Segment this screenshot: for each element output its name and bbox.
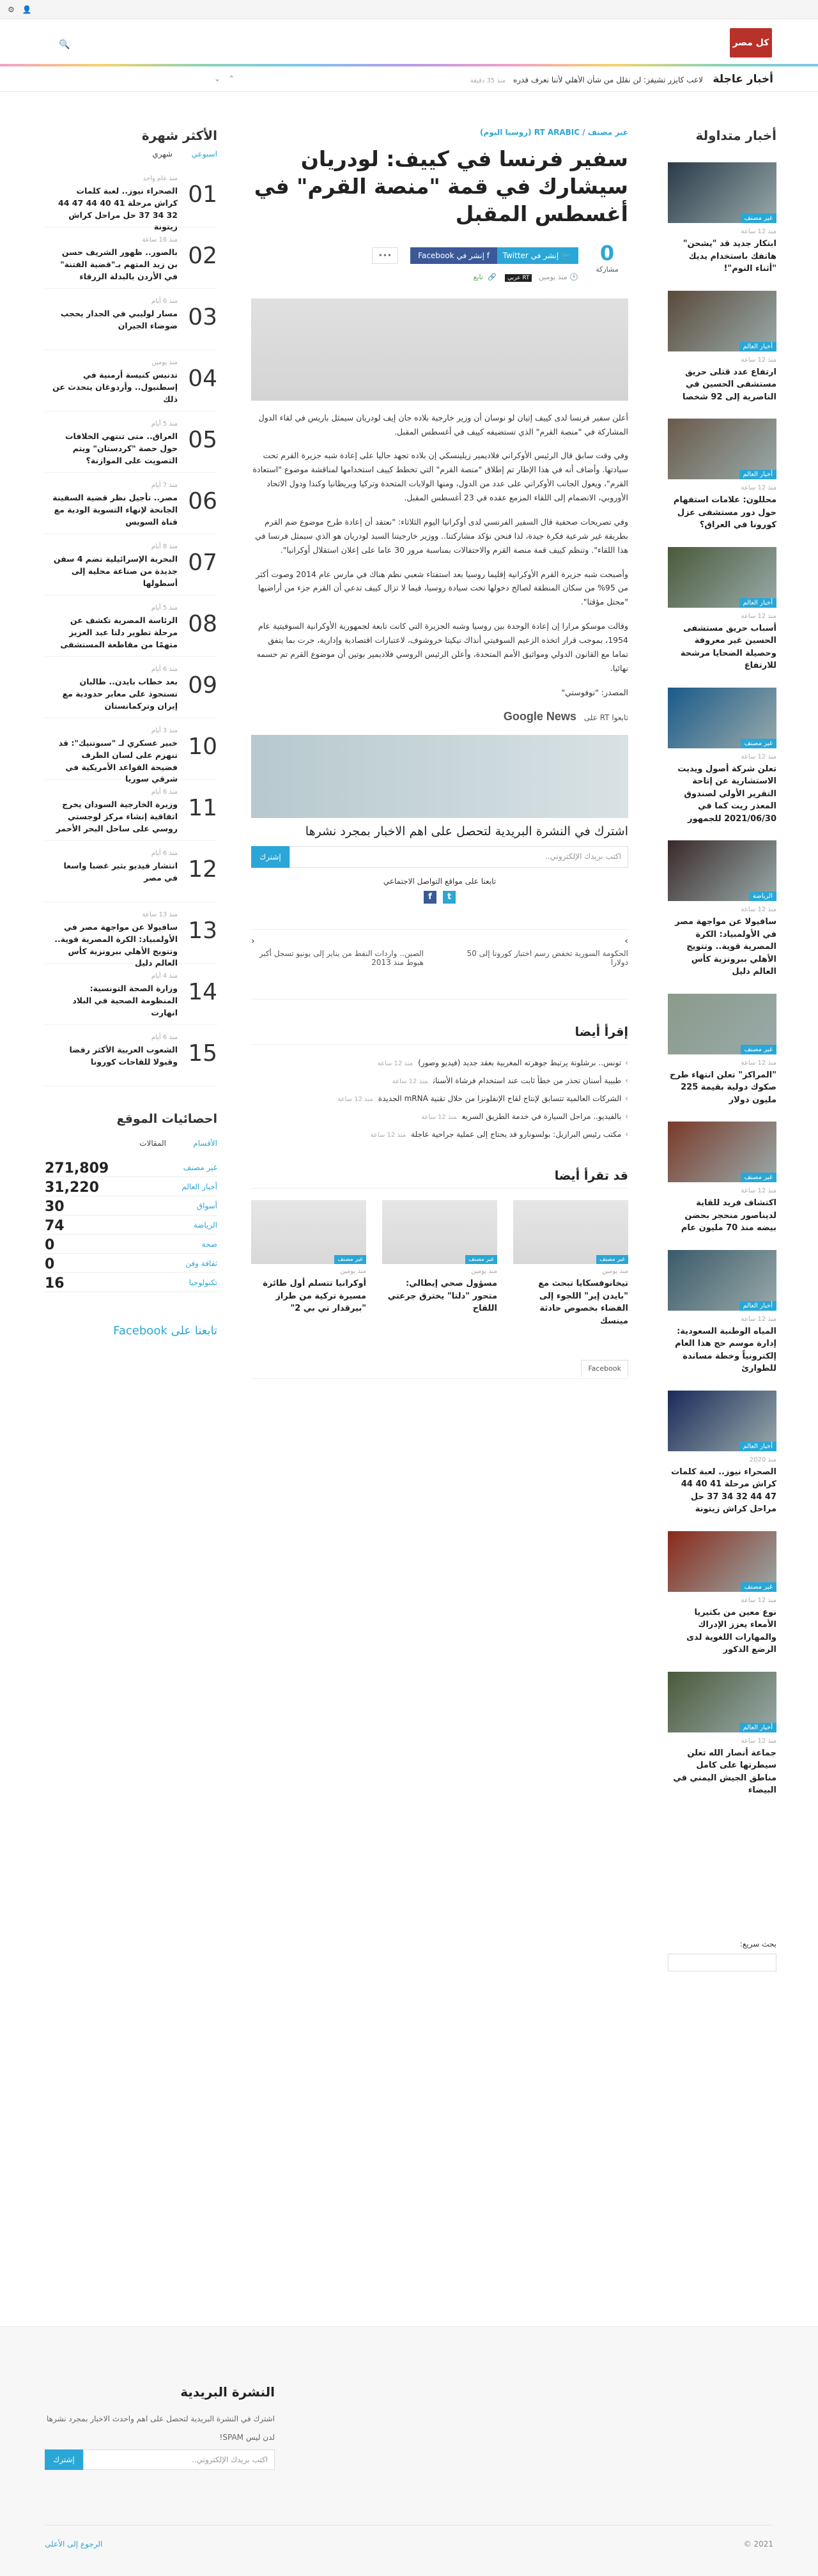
article-paragraph: المصدر: "نوفوستي"	[561, 687, 628, 697]
chevron-up-icon[interactable]: ⌃	[228, 74, 243, 83]
category-tag[interactable]: الرياضة	[749, 891, 776, 901]
popular-title[interactable]: الصحراء نيوز.. لعبة كلمات كراش مرحلة 41 40 44 47 44 32 34 37 حل مراحل كراش زيتونة	[58, 186, 178, 232]
footer-email-input[interactable]: اكتب بريدك الإلكتروني..	[83, 2449, 275, 2470]
popular-date: منذ 6 أيام	[151, 850, 178, 857]
trending-title: أخبار متداولة	[695, 128, 776, 143]
read-also-time: منذ 12 ساعة	[370, 1132, 406, 1139]
trending-title[interactable]: اكتشاف فريد للقاية لديناصور منحجر بحضن بيضه منذ 70 مليون عام	[681, 1198, 776, 1233]
share-twitter-label: إنشر في Twitter	[502, 251, 559, 260]
popular-item[interactable]	[45, 663, 217, 718]
link-icon[interactable]: 🔗	[487, 272, 497, 281]
chevron-left-icon: ›	[625, 1112, 628, 1122]
breaking-time: منذ 35 دقيقة	[470, 77, 506, 84]
tab-weekly[interactable]: اسبوعي	[191, 150, 217, 158]
category-tag[interactable]: أخبار العالم	[739, 1442, 776, 1451]
popular-date: منذ 6 أيام	[151, 298, 178, 305]
top-bar-icons	[8, 5, 32, 14]
trending-date: منذ 2020	[749, 1456, 776, 1463]
trending-item[interactable]	[668, 1391, 776, 1516]
popular-item[interactable]	[45, 234, 217, 289]
twitter-icon: 🐦	[559, 251, 571, 260]
stats-row	[45, 1196, 217, 1215]
related-card-title[interactable]: مسؤول صحي إيطالي: متحور "دلتا" يخترق جرعتي اللقاح	[387, 1279, 497, 1314]
stats-count: 31,220	[45, 1180, 99, 1196]
article-meta	[467, 273, 578, 281]
trending-title[interactable]: ابتكار جديد قد "يشحن" هاتفك باستخدام يديك "أثناء النوم"!	[683, 239, 776, 274]
site-header	[0, 19, 818, 64]
read-also-item[interactable]	[251, 1107, 628, 1125]
trending-thumbnail[interactable]	[668, 1250, 776, 1311]
popular-rank: 01	[188, 181, 217, 208]
article-paragraph: أعلن سفير فرنسا لدى كييف إتيان لو نوسان أن وزير خارجية بلاده جان إيف لودريان سيمثل باريس في لقاء الدول المشاركة في "منصة القرم" الذي تستضيفه كييف في أغسطس المقبل.	[258, 412, 628, 436]
trending-title[interactable]: الصحراء نيوز.. لعبة كلمات كراش مرحلة 41 40 44 47 44 32 34 37 حل مراحل كراش زيتونة	[671, 1467, 776, 1514]
trending-title[interactable]: سافيولا عن مواجهة مصر في الأولمبياد: الكرة المصرية قوية.. وتتويج الأهلي ببرونزية كأس العالم دليل	[675, 917, 776, 976]
popular-title[interactable]: انتشار فيديو يثير غضبا واسعا في مصر	[63, 861, 178, 883]
stats-category[interactable]: تكنولوجيا	[189, 1278, 217, 1287]
trending-thumbnail[interactable]	[668, 994, 776, 1054]
popular-item[interactable]	[45, 786, 217, 841]
related-card-date: منذ يومين	[471, 1268, 497, 1276]
popular-date: منذ 7 أيام	[151, 482, 178, 489]
category-tag[interactable]: غير مصنف	[741, 1045, 776, 1054]
popular-list	[45, 173, 217, 1086]
read-also-text[interactable]: مكتب رئيس البرازيل: بولسونارو قد يحتاج إلى عملية جراحية عاجلة	[411, 1130, 622, 1139]
popular-date: منذ 5 أيام	[151, 605, 178, 612]
copyright: © 2021	[743, 2540, 773, 2549]
stats-category[interactable]: أسواق	[196, 1201, 217, 1210]
footer-no-spam: لدن ليس SPAM!	[219, 2433, 275, 2442]
stats-row	[45, 1215, 217, 1235]
trending-date: منذ 12 ساعة	[741, 484, 776, 491]
share-count-number: 0	[599, 240, 615, 265]
trending-date: منذ 12 ساعة	[741, 612, 776, 620]
popular-rank: 05	[188, 427, 217, 453]
trending-thumbnail[interactable]	[668, 291, 776, 351]
quick-search-label: بحث سريع:	[739, 1940, 776, 1948]
popular-date: منذ 6 أيام	[151, 1034, 178, 1041]
google-news-follow[interactable]	[251, 710, 628, 723]
stats-category[interactable]: ثقافة وفن	[185, 1259, 217, 1268]
trending-date: منذ 12 ساعة	[741, 906, 776, 913]
category-tag[interactable]: غير مصنف	[465, 1255, 497, 1264]
facebook-icon[interactable]: f	[424, 891, 436, 904]
stats-row	[45, 1273, 217, 1292]
category-tag[interactable]: غير مصنف	[741, 213, 776, 223]
share-facebook-label: إنشر في Facebook	[418, 251, 484, 260]
article-time: منذ يومين	[538, 272, 567, 281]
popular-date: منذ 6 أيام	[151, 789, 178, 796]
chevron-down-icon[interactable]: ⌄	[214, 74, 229, 83]
trending-date: منذ 12 ساعة	[741, 1187, 776, 1194]
footer-newsletter	[45, 2384, 275, 2471]
clock-icon: 🕑	[567, 272, 578, 281]
read-also-text[interactable]: طبيبة أسنان تحذر من خطأ ثابت عند استخدام فرشاة الأسنان	[433, 1076, 622, 1085]
tab-monthly[interactable]: شهري	[152, 150, 173, 158]
facebook-icon: f	[484, 251, 490, 260]
trending-title[interactable]: محللون: علامات استفهام حول دور مستشفى عزل كورونا في العراق؟	[673, 495, 776, 530]
stats-count: 0	[45, 1237, 55, 1253]
chevron-left-icon[interactable]: ‹	[251, 936, 255, 946]
trending-item[interactable]	[668, 840, 776, 978]
popular-date: منذ عام واحد	[143, 175, 178, 182]
read-also-item[interactable]	[251, 1072, 628, 1090]
article-paragraph: وفي وقت سابق قال الرئيس الأوكراني فلاديمير زيلينسكي إن بلاده تجهد حاليا على إعادة شبه جزيرة القرم تحت سيادتها. وأضاف أنه في هذا الإطار تم إطلاق "منصة القرم" التي تخطط كييف استخدامها لمناقشة موضوع "استعادة القرم"، ويعول الجانب الأوكراني على عدد من الدول، ومنها الولايات المتحدة وتركيا وبريطانيا وكندا ودول الاتحاد الأوروبي، الانضمام إلى اللقاء المزمع عقده في 23 أغسطس المقبل.	[252, 451, 628, 503]
trending-date: منذ 12 ساعة	[741, 1596, 776, 1604]
breaking-headline[interactable]	[288, 75, 703, 84]
category-tag[interactable]: غير مصنف	[741, 1173, 776, 1182]
footer-subscribe-button[interactable]: إشترك	[45, 2449, 83, 2470]
popular-date: منذ 13 ساعة	[142, 911, 178, 918]
trending-title[interactable]: "المراكز" تعلن انتهاء طرح صكوك دولية بقيمة 225 مليون دولار	[669, 1070, 776, 1105]
trending-date: منذ 12 ساعة	[741, 228, 776, 235]
category-tag[interactable]: غير مصنف	[741, 739, 776, 748]
breaking-headline-text[interactable]: لاعب كايزر تشيفز: لن نقلل من شأن الأهلي لأننا نعرف قدره	[513, 75, 703, 84]
popular-rank: 08	[188, 611, 217, 637]
facebook-widget	[251, 1360, 628, 1379]
read-also-text[interactable]: تونس.. برشلونة يرتبط جوهرته المغربية بعقد جديد (فيديو وصور)	[418, 1058, 622, 1067]
popular-title[interactable]: خبير عسكري لـ "سبوتنيك": قد تنهزم على لسان الطرف فضيحة القواعد الأمريكية في شرقي سوريا	[58, 738, 178, 784]
popular-title[interactable]: الرئاسة المصرية تكشف عن مرحلة تطوير دلتا عبد العزيز متهمًا من مقاطعة المستشفى	[60, 615, 178, 649]
chevron-right-icon[interactable]: ›	[624, 936, 628, 946]
read-also-text[interactable]: بالفيديو.. مراحل السيارة في خدمة الطريق السريع	[461, 1112, 622, 1122]
trending-item[interactable]	[668, 547, 776, 672]
google-news-logo[interactable]: Google News	[503, 709, 576, 723]
article-title: سفير فرنسا في كييف: لودريان سيشارك في قمة "منصة القرم" في أغسطس المقبل	[254, 146, 628, 226]
stats-count: 271,809	[45, 1161, 109, 1176]
share-facebook-button[interactable]	[410, 247, 497, 264]
popular-item[interactable]	[45, 1031, 217, 1086]
read-also-text[interactable]: الشركات العالمية تتسابق لإنتاج لقاح الإنفلونزا من خلال تقنية mRNA الجديدة	[378, 1093, 622, 1103]
popular-title[interactable]: بالصور.. ظهور الشريف حسن بن زيد المتهم بـ"قضية الفتنة" في الأردن بالبدلة الزرقاء	[60, 247, 178, 281]
popular-rank: 09	[188, 672, 217, 698]
social-icons	[251, 891, 628, 904]
source-badge: RT عربي	[505, 274, 532, 282]
popular-title[interactable]: وزارة الصحة التونسية: المنظومة الصحية في البلاد انهارت	[72, 983, 178, 1017]
chevron-left-icon: ›	[625, 1130, 628, 1139]
trending-date: منذ 12 ساعة	[741, 1737, 776, 1745]
trending-date: منذ 12 ساعة	[741, 356, 776, 364]
popular-item[interactable]	[45, 970, 217, 1025]
related-card-title[interactable]: تيخانوفسكايا تبحث مع "بايدن إير" اللجوء إلى الفضاء بخصوص حادثة مينسك	[538, 1279, 628, 1326]
related-card-title[interactable]: أوكرانيا تتسلم أول طائرة مسيرة تركية من طراز "بيرقدار تي بي 2"	[263, 1279, 366, 1314]
stats-category[interactable]: صحة	[201, 1240, 217, 1249]
stats-table	[45, 1158, 217, 1292]
follow-link[interactable]: تابع	[473, 272, 483, 281]
trending-list	[668, 162, 776, 1797]
site-footer	[0, 2326, 818, 2576]
trending-item[interactable]	[668, 162, 776, 275]
category-tag[interactable]: أخبار العالم	[739, 1301, 776, 1311]
next-article-link[interactable]	[456, 936, 628, 967]
trending-thumbnail[interactable]	[668, 419, 776, 479]
read-also-item[interactable]	[251, 1125, 628, 1143]
category-tag[interactable]: أخبار العالم	[739, 598, 776, 608]
related-card-date: منذ يومين	[340, 1268, 366, 1276]
gear-icon[interactable]: ⚙	[8, 5, 15, 14]
popular-title[interactable]: تدنيس كنيسة أرمنية في إسطنبول.. وأردوغان يتحدث عن ذلك	[52, 370, 178, 404]
breaking-label: أخبار عاجلة	[713, 73, 773, 86]
popular-rank: 06	[188, 488, 217, 514]
stats-category[interactable]: الرياضة	[193, 1221, 217, 1230]
user-icon[interactable]: 👤	[22, 5, 32, 14]
category-tag[interactable]: غير مصنف	[334, 1255, 366, 1264]
popular-rank: 03	[188, 304, 217, 330]
footer-newsletter-title: النشرة البريدية	[180, 2384, 275, 2400]
read-also-time: منذ 12 ساعة	[337, 1095, 373, 1103]
trending-item[interactable]	[668, 688, 776, 826]
related-card-date: منذ يومين	[602, 1268, 628, 1276]
read-also-title: إقرأ أيضا	[251, 1025, 628, 1045]
stats-row	[45, 1177, 217, 1196]
popular-item[interactable]	[45, 418, 217, 473]
popular-item[interactable]	[45, 173, 217, 232]
top-bar	[0, 0, 818, 19]
popular-title: الأكثر شهرة	[141, 128, 217, 143]
popular-rank: 04	[188, 366, 217, 392]
trending-thumbnail[interactable]	[668, 162, 776, 223]
article-paragraph: وقالت موسكو مرارا إن إعادة الوحدة بين روسيا وشبه الجزيرة التي كانت تابعة لجمهورية الأوكرانية السوفيتية عام 1954، بموجب قرار اتخذه الزعيم السوفيتي أنذاك نيكيتا خروشوف، لاعتبارات اقتصادية وإدارية، جرت بما يتفق تماما مع القانون الدولي ومواثيق الأمم المتحدة، وأعلن الرئيس الروسي فلاديمير بوتين أن موضوع القرم تم حسمه نهائيا.	[256, 621, 628, 673]
trending-thumbnail[interactable]	[668, 840, 776, 901]
popular-item[interactable]	[45, 847, 217, 902]
next-article-title[interactable]: الحكومة السورية تخفض رسم اختبار كورونا إلى 50 دولارا	[467, 948, 628, 967]
related-card[interactable]	[513, 1200, 628, 1327]
popular-date: منذ 8 أيام	[151, 543, 178, 550]
popular-date: منذ 16 ساعة	[142, 236, 178, 243]
popular-date: منذ 3 أيام	[151, 727, 178, 734]
trending-date: منذ 12 ساعة	[741, 1315, 776, 1323]
trending-title[interactable]: المياه الوطنية السعودية: إدارة موسم حج هذا العام إلكترونياً وخطة مساندة للطوارئ	[675, 1326, 776, 1373]
popular-title[interactable]: مصر.. تأجيل نظر قضية السفينة الجانحة لإنهاء التسوية الودية مع قناة السويس	[52, 493, 178, 527]
stats-row	[45, 1254, 217, 1273]
article-column	[251, 128, 628, 1379]
might-like-title: قد تقرأ أيضا	[251, 1169, 628, 1189]
article-image	[251, 298, 628, 401]
popular-rank: 15	[188, 1040, 217, 1067]
trending-date: منذ 12 ساعة	[741, 753, 776, 760]
share-twitter-button[interactable]	[495, 247, 578, 264]
stats-category[interactable]: غير مصنف	[183, 1163, 217, 1172]
popular-sidebar	[45, 128, 217, 1338]
breadcrumb[interactable]: غير مصنف / RT ARABIC (روسيا اليوم)	[480, 128, 628, 137]
read-also-item[interactable]	[251, 1090, 628, 1107]
related-card-image[interactable]	[513, 1200, 628, 1264]
popular-title[interactable]: العراق.. متى تنتهي الخلافات حول حصة "كردستان" ويتم التصويت على الموازنة؟	[65, 431, 178, 465]
trending-thumbnail[interactable]	[668, 1122, 776, 1182]
article-paragraph: وأصبحت شبه جزيرة القرم الأوكرانية إقليما روسيا بعد استفتاء شعبي نظم هناك في مارس عام 2014 وصوت أكثر من 95% من سكان المنطقة لصالح دخولها تحت سيادة روسيا، فيما لا تزال كييف تدعي أن القرم جزء من أراضيها "محتل مؤقتا".	[256, 569, 628, 607]
trending-item[interactable]	[668, 1531, 776, 1656]
popular-item[interactable]	[45, 602, 217, 657]
popular-item[interactable]	[45, 479, 217, 534]
trending-item[interactable]	[668, 994, 776, 1107]
quick-search-widget	[668, 1940, 776, 1971]
trending-thumbnail[interactable]	[668, 1531, 776, 1592]
ticker-arrows[interactable]	[214, 74, 242, 83]
trending-item[interactable]	[668, 1122, 776, 1235]
chevron-left-icon: ›	[625, 1093, 628, 1103]
popular-item[interactable]	[45, 909, 217, 968]
category-tag[interactable]: أخبار العالم	[739, 342, 776, 351]
trending-sidebar	[668, 128, 776, 1812]
related-card-image[interactable]	[382, 1200, 497, 1264]
footer-newsletter-form	[45, 2449, 275, 2471]
popular-item[interactable]	[45, 541, 217, 596]
site-logo[interactable]: كل مصر	[730, 28, 772, 58]
popular-item[interactable]	[45, 725, 217, 784]
related-card[interactable]	[251, 1200, 366, 1315]
stats-title: احصائيات الموقع	[116, 1112, 217, 1126]
read-also-time: منذ 12 ساعة	[377, 1060, 413, 1067]
trending-title[interactable]: أسباب حريق مستشفى الحسين غير معروفة وحصيلة الضحايا مرشحة للارتفاع	[680, 623, 776, 670]
stats-col-articles: المقالات	[139, 1139, 166, 1148]
stats-count: 74	[45, 1218, 65, 1234]
social-follow-label: تابعنا على مواقع التواصل الاجتماعي	[383, 876, 497, 886]
prev-article-link[interactable]	[251, 936, 424, 967]
google-news-prefix: تابعوا RT على	[583, 713, 628, 722]
newsletter-title: اشترك في النشرة البريدية لتحصل على اهم الاخبار بمجرد نشرها	[305, 824, 628, 838]
trending-item[interactable]	[668, 1672, 776, 1797]
chevron-left-icon: ›	[625, 1076, 628, 1085]
newsletter-email-input[interactable]: اكتب بريدك الإلكتروني..	[289, 846, 628, 868]
popular-date: منذ يومين	[151, 359, 178, 366]
share-count	[591, 241, 623, 274]
popular-rank: 12	[188, 856, 217, 883]
related-card[interactable]	[382, 1200, 497, 1315]
popular-title[interactable]: البحرية الإسرائيلية تضم 4 سفن جديدة من صناعة محلية إلى أسطولها	[53, 554, 178, 588]
trending-title[interactable]: ارتفاع عدد قتلى حريق مستشفى الحسين في الناصرية إلى 92 شخصا	[683, 367, 776, 402]
prev-next-nav	[251, 929, 628, 999]
popular-rank: 14	[188, 979, 217, 1005]
stats-header	[45, 1139, 217, 1158]
breaking-news-bar	[0, 66, 818, 92]
popular-title[interactable]: وزيرة الخارجية السودان يخرج اتفاقية إنشاء مركز لوجستي روسي على ساحل البحر الأحمر	[56, 799, 178, 833]
twitter-icon[interactable]: t	[443, 891, 456, 904]
newsletter-banner-image	[251, 735, 628, 818]
category-tag[interactable]: أخبار العالم	[739, 470, 776, 479]
popular-rank: 07	[188, 550, 217, 576]
stats-category[interactable]: أخبار العالم	[181, 1182, 217, 1191]
trending-title[interactable]: تعلن شركة أصول ويديت الاستشارية عن إتاحة التقرير الأولي لصندوق المعذر ريت كما في 2021/06/30 للجمهور	[677, 764, 776, 824]
read-also-item[interactable]	[251, 1054, 628, 1072]
share-more-button[interactable]: •••	[372, 247, 398, 264]
read-also-time: منذ 12 ساعة	[392, 1077, 428, 1085]
facebook-tab[interactable]: Facebook	[581, 1360, 628, 1377]
trending-thumbnail[interactable]	[668, 1391, 776, 1451]
popular-rank: 10	[188, 734, 217, 760]
might-like-cards	[251, 1200, 628, 1334]
trending-title[interactable]: نوع معين من بكتيريا الأمعاء يعزز الإدراك والمهارات اللغوية لدى الرضع الذكور	[686, 1607, 776, 1654]
popular-title[interactable]: سافيولا عن مواجهة مصر في الأولمبياد: الكرة المصرية قوية.. وتتويج الأهلي ببرونزية كأس العالم دليل	[54, 922, 178, 968]
trending-item[interactable]	[668, 291, 776, 404]
popular-tabs	[45, 150, 217, 166]
stats-col-sections: الأقسام	[193, 1139, 217, 1148]
popular-title[interactable]: مسار لوليبي في الجدار يحجب ضوضاء الجيران	[60, 309, 178, 330]
stats-count: 0	[45, 1256, 55, 1272]
footer-newsletter-desc: اشترك في النشرة البريدية لتحصل على اهم واحدث الاخبار بمجرد نشرها	[46, 2414, 275, 2423]
popular-title[interactable]: بعد خطاب بايدن.. طالبان تستحوذ على معابر حدودية مع إيران وتركمانستان	[62, 677, 178, 711]
stats-row	[45, 1158, 217, 1177]
newsletter-form	[251, 846, 628, 872]
prev-article-title[interactable]: الصين.. واردات النفط من يناير إلى يونيو تسجل أكبر هبوط منذ 2013	[259, 948, 424, 967]
category-tag[interactable]: غير مصنف	[741, 1582, 776, 1592]
stats-row	[45, 1235, 217, 1254]
stats-count: 30	[45, 1199, 65, 1215]
trending-item[interactable]	[668, 419, 776, 532]
popular-item[interactable]	[45, 295, 217, 350]
search-icon[interactable]: 🔍	[59, 40, 70, 50]
share-row	[251, 241, 628, 292]
article-body	[251, 411, 628, 700]
back-to-top-link[interactable]: الرجوع إلى الأعلى	[45, 2540, 103, 2549]
popular-date: منذ 4 أيام	[151, 973, 178, 980]
popular-item[interactable]	[45, 357, 217, 412]
popular-date: منذ 6 أيام	[151, 666, 178, 673]
trending-date: منذ 12 ساعة	[741, 1059, 776, 1067]
category-tag[interactable]: أخبار العالم	[739, 1723, 776, 1732]
popular-rank: 11	[188, 795, 217, 821]
trending-title[interactable]: جماعة أنصار الله تعلن سيطرتها على كامل مناطق الجيش اليمني في البيضاء	[673, 1748, 776, 1795]
read-also-time: منذ 12 ساعة	[421, 1114, 457, 1122]
share-count-label: مشاركة	[596, 265, 619, 274]
related-card-image[interactable]	[251, 1200, 366, 1264]
trending-thumbnail[interactable]	[668, 547, 776, 608]
trending-item[interactable]	[668, 1250, 776, 1375]
trending-thumbnail[interactable]	[668, 1672, 776, 1732]
article-paragraph: وفي تصريحات صحفية قال السفير الفرنسي لدى أوكرانيا اليوم الثلاثاء: "نعتقد أن إعادة طرح موضوع ضم القرم بطريقة غير شرعية فكرة جيدة، لذا فنحن نؤكد مشاركتنا.. ووزير خارجيتنا السيد لودريان هو الذي سيمثل فرنسا في هذا اللقاء". وتنظم كييف قمة منصة القرم والاحتفالات بمناسبة مرور 30 عاما على إعلان استقلال أوكرانيا".	[255, 516, 628, 555]
popular-rank: 13	[188, 918, 217, 944]
popular-title[interactable]: الشعوب العربية الأكثر رفضا وقبولا للقاحات كورونا	[69, 1045, 178, 1067]
facebook-follow-link[interactable]: تابعنا على Facebook	[113, 1324, 217, 1338]
chevron-left-icon: ›	[625, 1058, 628, 1067]
popular-rank: 02	[188, 243, 217, 269]
category-tag[interactable]: غير مصنف	[596, 1255, 628, 1264]
read-also-list	[251, 1054, 628, 1144]
popular-date: منذ 5 أيام	[151, 420, 178, 428]
quick-search-input[interactable]	[668, 1954, 776, 1971]
footer-bottom	[45, 2525, 773, 2563]
trending-thumbnail[interactable]	[668, 688, 776, 748]
newsletter-subscribe-button[interactable]: إشترك	[251, 846, 289, 868]
stats-count: 16	[45, 1276, 65, 1292]
